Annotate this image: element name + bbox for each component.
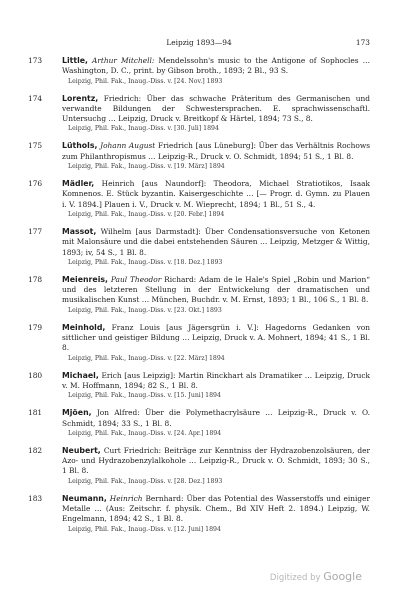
dissertation-note: Leipzig, Phil. Fak., Inaug.-Diss. v. [12. Juni] 1894	[68, 525, 221, 533]
dissertation-note: Leipzig, Phil. Fak., Inaug.-Diss. v. [19. März] 1894	[68, 163, 225, 171]
dissertation-note: Leipzig, Phil. Fak., Inaug.-Diss. v. [23. Okt.] 1893	[68, 306, 222, 314]
entry-citation	[62, 446, 370, 477]
bibliography-entry	[28, 494, 370, 534]
entry-number: 173	[28, 56, 43, 65]
entry-text: Bernhard: Über das Potential des Wasserstoffs und einiger Metalle … (Aus: Zeitschr. f. physik. Chem., Bd XIV Heft 2. 1894.) Leipzig, W. Engelmann, 1894; 42 S., 1 Bl. 8.	[62, 493, 370, 524]
author-forename: Johann August	[100, 141, 156, 151]
entry-citation	[62, 141, 370, 162]
bibliography-entry	[28, 179, 370, 219]
entry-text: Curt Friedrich: Beiträge zur Kenntniss der Hydrazobenzolsäuren, der Azo- und Hydrazobenzylalkohole … Leipzig-R., Druck v. O. Schmidt, 1893; 30 S., 1 Bl. 8.	[62, 445, 370, 476]
entry-number: 176	[28, 179, 43, 189]
entry-text: Richard: Adam de le Hale's Spiel „Robin und Marion“ und des letzteren Stellung in der Entwickelung der dramatischen und musikalischen Kunst … München, Buchdr. v. M. Ernst, 1893; 1 Bl., 106 S., 1 Bl. 8.	[62, 274, 370, 305]
dissertation-note: Leipzig, Phil. Fak., Inaug.-Diss. v. [20. Febr.] 1894	[68, 210, 225, 218]
entry-text: Franz Louis [aus Jägersgrün i. V.]: Hagedorns Gedanken von sittlicher und geistiger Bildung … Leipzig, Druck v. A. Mohnert, 1894; 41 S., 1 Bl. 8.	[62, 322, 370, 353]
digitized-by-watermark	[270, 570, 362, 583]
bibliography-entry	[28, 371, 370, 401]
author-surname: Neumann,	[62, 493, 107, 503]
entry-citation	[62, 275, 370, 306]
author-surname: Michael,	[62, 370, 99, 380]
dissertation-note: Leipzig, Phil. Fak., Inaug.-Diss. v. [15. Juni] 1894	[68, 392, 221, 400]
entry-text: Mendelssohn's music to the Antigone of Sophocles … Washington, D. C., print. by Gibson broth., 1893; 2 Bl., 93 S.	[62, 56, 370, 76]
entry-number: 177	[28, 226, 43, 236]
bibliography-entry	[28, 323, 370, 363]
author-surname: Little,	[62, 56, 89, 65]
author-surname: Massot,	[62, 226, 97, 236]
entry-number: 174	[28, 93, 43, 103]
author-surname: Neubert,	[62, 445, 101, 455]
author-surname: Meinhold,	[62, 322, 106, 332]
entry-number: 181	[28, 408, 43, 418]
entry-number: 175	[28, 141, 43, 151]
entry-text: Friedrich: Über das schwache Präteritum des Germanischen und verwandte Bildungen der Schwestersprachen. E. sprachwissenschaftl. Untersuchg … Leipzig, Druck v. Breitkopf & Härtel, 1894; 73 S., 8.	[62, 93, 370, 124]
entry-citation	[62, 494, 370, 525]
bibliography-entry	[28, 446, 370, 486]
dissertation-note: Leipzig, Phil. Fak., Inaug.-Diss. v. [24. Apr.] 1894	[68, 429, 222, 437]
entry-citation	[62, 371, 370, 392]
entry-number: 182	[28, 445, 43, 455]
author-forename: Heinrich	[109, 493, 143, 503]
entry-citation	[62, 94, 370, 125]
author-surname: Mjöen,	[62, 408, 92, 418]
entry-text: Heinrich [aus Naundorf]: Theodora, Michael Stratiotikos, Isaak Komnenos. E. Stück byzantin. Kaisergeschichte … [— Progr. d. Gymn. zu Plauen i. V. 1894.] Plauen i. V., Druck v. M. Wieprecht, 1894; 1 Bl., 51 S., 4.	[62, 179, 370, 209]
author-forename: Arthur Mitchell:	[92, 56, 155, 65]
entry-text: Wilhelm [aus Darmstadt]: Über Condensationsversuche von Ketonen mit Malonsäure und die dabei entstehenden Säuren … Leipzig, Metzger & Wittig, 1893; iv, 54 S., 1 Bl. 8.	[62, 226, 371, 257]
entry-citation	[62, 179, 370, 210]
running-head	[28, 38, 370, 48]
author-surname: Lorentz,	[62, 93, 99, 103]
entry-number: 183	[28, 493, 43, 503]
entry-number: 179	[28, 322, 43, 332]
entry-text: Erich [aus Leipzig]: Martin Rinckhart als Dramatiker … Leipzig, Druck v. M. Hoffmann, 1894; 82 S., 1 Bl. 8.	[62, 370, 370, 390]
running-head-title: Leipzig 1893—94	[166, 38, 232, 47]
dissertation-note: Leipzig, Phil. Fak., Inaug.-Diss. v. [30. Juli] 1894	[68, 125, 219, 133]
watermark-prefix: Digitized by	[269, 573, 321, 583]
bibliography-entry	[28, 141, 370, 171]
bibliography-entry	[28, 56, 370, 86]
author-surname: Mädler,	[62, 179, 95, 189]
bibliography-entry	[28, 275, 370, 315]
entry-citation	[62, 408, 370, 429]
entry-text: Friedrich [aus Lüneburg]: Über das Verhältnis Rochows zum Philanthropismus … Leipzig-R., Druck v. O. Schmidt, 1894; 51 S., 1 Bl. 8.	[62, 141, 370, 161]
entry-citation	[62, 56, 370, 77]
entry-number: 180	[28, 370, 43, 380]
entry-number: 178	[28, 274, 43, 284]
author-forename: Paul Theodor	[110, 274, 162, 284]
entry-citation	[62, 227, 370, 258]
dissertation-note: Leipzig, Phil. Fak., Inaug.-Diss. v. [28. Dez.] 1893	[68, 477, 223, 485]
author-surname: Lüthols,	[62, 141, 98, 151]
page-number: 173	[355, 38, 370, 47]
dissertation-note: Leipzig, Phil. Fak., Inaug.-Diss. v. [24. Nov.] 1893	[68, 77, 223, 85]
entry-citation	[62, 323, 370, 354]
bibliography-entry	[28, 227, 370, 267]
entry-text: Jon Alfred: Über die Polymethacrylsäure … Leipzig-R., Druck v. O. Schmidt, 1894; 33 S., 1 Bl. 8.	[62, 408, 370, 428]
google-logo: Google	[323, 570, 362, 583]
author-surname: Meienreis,	[62, 274, 108, 284]
bibliography-entry	[28, 94, 370, 134]
dissertation-note: Leipzig, Phil. Fak., Inaug.-Diss. v. [22. März] 1894	[68, 354, 225, 362]
bibliography-entry	[28, 408, 370, 438]
dissertation-note: Leipzig, Phil. Fak., Inaug.-Diss. v. [18. Dez.] 1893	[68, 258, 223, 266]
entry-list	[28, 56, 370, 542]
